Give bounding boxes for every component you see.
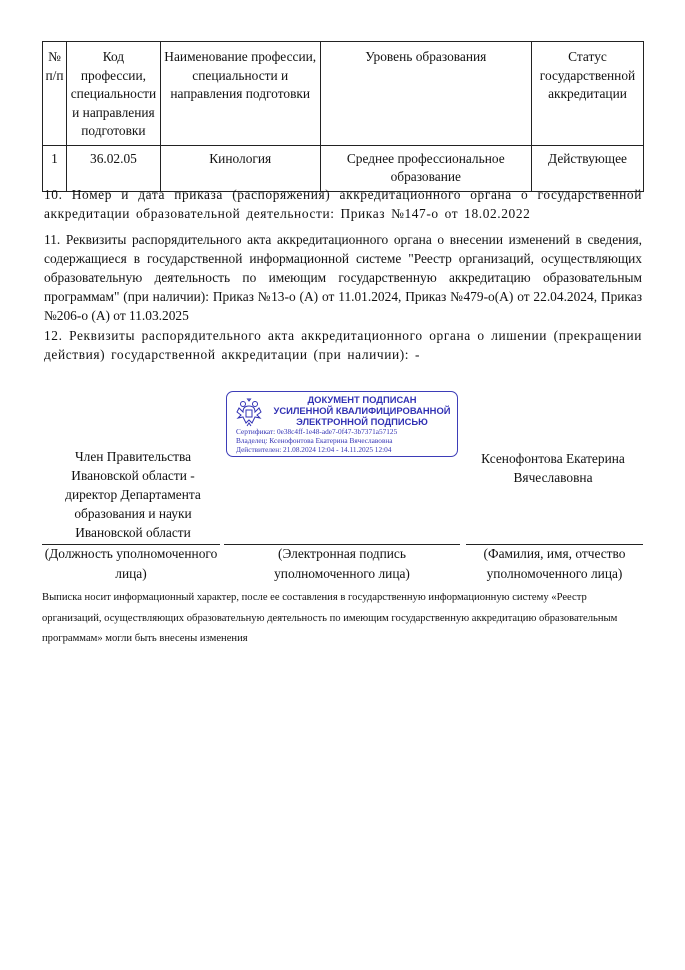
stamp-line-1: ДОКУМЕНТ ПОДПИСАН (307, 394, 417, 405)
stamp-validity: Действителен: 21.08.2024 12:04 - 14.11.2025 12:04 (236, 445, 392, 454)
stamp-heading (267, 395, 457, 427)
paragraph-11: 11. Реквизиты распорядительного акта аккредитационного органа о внесении изменений в сведения, содержащиеся в государственной информационной системе "Реестр организаций, осуществляющих образовательную деятельность по имеющим государственную аккредитацию образовательным программам" (при наличии): Приказ №13-о (А) от 11.01.2024, Приказ №479-о(А) от 22.04.2024, Приказ №206-о (А) от 11.03.2025 (44, 232, 642, 323)
paragraph-12: 12. Реквизиты распорядительного акта аккредитационного органа о лишении (прекращении действия) государственной аккредитации (при наличии): - (44, 328, 642, 362)
header-status: Статус государственной аккредитации (532, 42, 644, 146)
header-name: Наименование профессии, специальности и направления подготовки (160, 42, 320, 146)
russian-coat-of-arms-icon (234, 398, 264, 428)
electronic-signature-stamp (226, 391, 458, 457)
signatory-position: Член Правительства Ивановской области - директор Департамента образования и науки Ивановской области (65, 449, 201, 540)
stamp-line-2: УСИЛЕННОЙ КВАЛИФИЦИРОВАННОЙ (273, 404, 451, 416)
cell-level: Среднее профессиональное образование (320, 145, 531, 191)
cell-status: Действующее (532, 145, 644, 191)
table-header-row (43, 42, 644, 146)
header-level: Уровень образования (320, 42, 531, 146)
stamp-certificate: Сертификат: 0e38c4ff-1e48-ade7-0f47-3b7371a57125 (236, 427, 398, 436)
cell-number: 1 (43, 145, 67, 191)
footnote: Выписка носит информационный характер, после ее составления в государственную информационную систему «Реестр организаций, осуществляющих образовательную деятельность по имеющим государственную аккредитацию образовательным программам» могли быть внесены изменения (42, 592, 618, 644)
header-code: Код профессии, специальности и направления подготовки (66, 42, 160, 146)
paragraph-10: 10. Номер и дата приказа (распоряжения) аккредитационного органа о государственной аккредитации образовательной деятельности: Приказ №147-о от 18.02.2022 (44, 187, 642, 221)
cell-code: 36.02.05 (66, 145, 160, 191)
cell-name: Кинология (160, 145, 320, 191)
caption-name: (Фамилия, имя, отчество уполномоченного лица) (483, 546, 626, 581)
header-number: № п/п (43, 42, 67, 146)
signatory-name: Ксенофонтова Екатерина Вячеславовна (481, 451, 625, 485)
caption-signature: (Электронная подпись уполномоченного лица) (274, 546, 410, 581)
stamp-line-3: ЭЛЕКТРОННОЙ ПОДПИСЬЮ (296, 415, 428, 427)
caption-position: (Должность уполномоченного лица) (44, 546, 218, 581)
programs-table (42, 41, 644, 192)
stamp-owner: Владелец: Ксенофонтова Екатерина Вячеславовна (236, 436, 393, 445)
